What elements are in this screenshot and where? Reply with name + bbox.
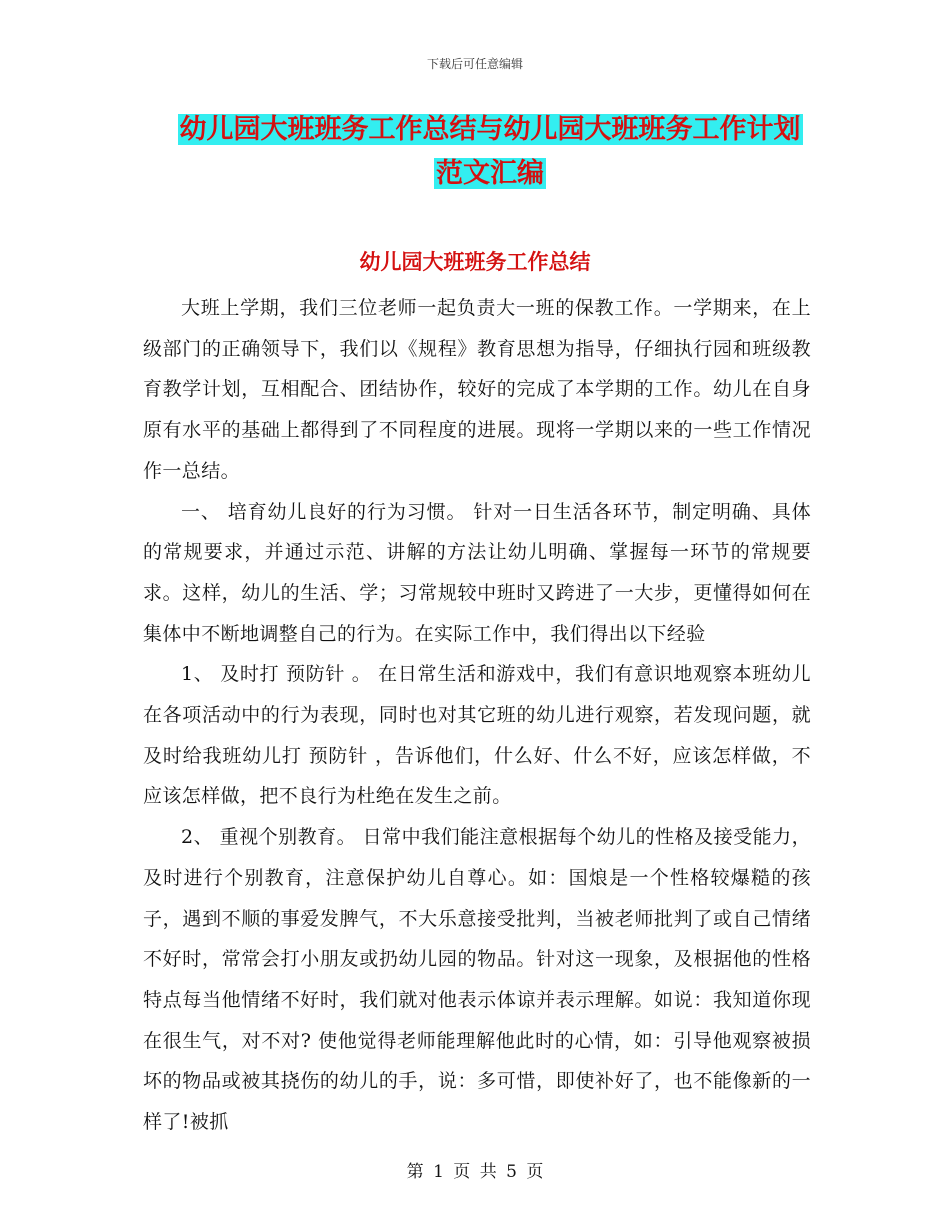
page-footer: 第 1 页 共 5 页	[406, 1162, 544, 1182]
document-title-line-1: 幼儿园大班班务工作总结与幼儿园大班班务工作计划	[179, 114, 801, 145]
section-title: 幼儿园大班班务工作总结	[359, 250, 591, 274]
body-text	[143, 288, 811, 1143]
document-title	[140, 108, 840, 196]
paragraph-intro: 大班上学期，我们三位老师一起负责大一班的保教工作。一学期来，在上级部门的正确领导下，我们以《规程》教育思想为指导，仔细执行园和班级教育教学计划，互相配合、团结协作，较好的完成了本学期的工作。幼儿在自身原有水平的基础上都得到了不同程度的进展。现将一学期以来的一些工作情况作一总结。	[143, 297, 811, 482]
paragraph-habits: 一、 培育幼儿良好的行为习惯。 针对一日生活各环节，制定明确、具体的常规要求，并通过示范、讲解的方法让幼儿明确、掌握每一环节的常规要求。这样，幼儿的生活、学；习常规较中班时又跨进了一大步，更懂得如何在集体中不断地调整自己的行为。在实际工作中，我们得出以下经验	[143, 500, 811, 645]
paragraph-individual-education: 2、 重视个别教育。 日常中我们能注意根据每个幼儿的性格及接受能力，及时进行个别教育，注意保护幼儿自尊心。如：国烺是一个性格较爆糙的孩子，遇到不顺的事爱发脾气，不大乐意接受批判，当被老师批判了或自己情绪不好时，常常会打小朋友或扔幼儿园的物品。针对这一现象，及根据他的性格特点每当他情绪不好时，我们就对他表示体谅并表示理解。如说：我知道你现在很生气，对不对? 使他觉得老师能理解他此时的心情，如：引导他观察被损坏的物品或被其挠伤的幼儿的手，说：多可惜，即使补好了，也不能像新的一样了!被抓	[143, 826, 811, 1134]
document-title-line-2: 范文汇编	[436, 158, 544, 189]
paragraph-prevention: 1、 及时打 预防针 。 在日常生活和游戏中，我们有意识地观察本班幼儿在各项活动中的行为表现，同时也对其它班的幼儿进行观察，若发现问题，就及时给我班幼儿打 预防针 ，告诉他们，什么好、什么不好，应该怎样做，不应该怎样做，把不良行为杜绝在发生之前。	[143, 663, 811, 808]
header-note: 下载后可任意编辑	[426, 57, 523, 71]
